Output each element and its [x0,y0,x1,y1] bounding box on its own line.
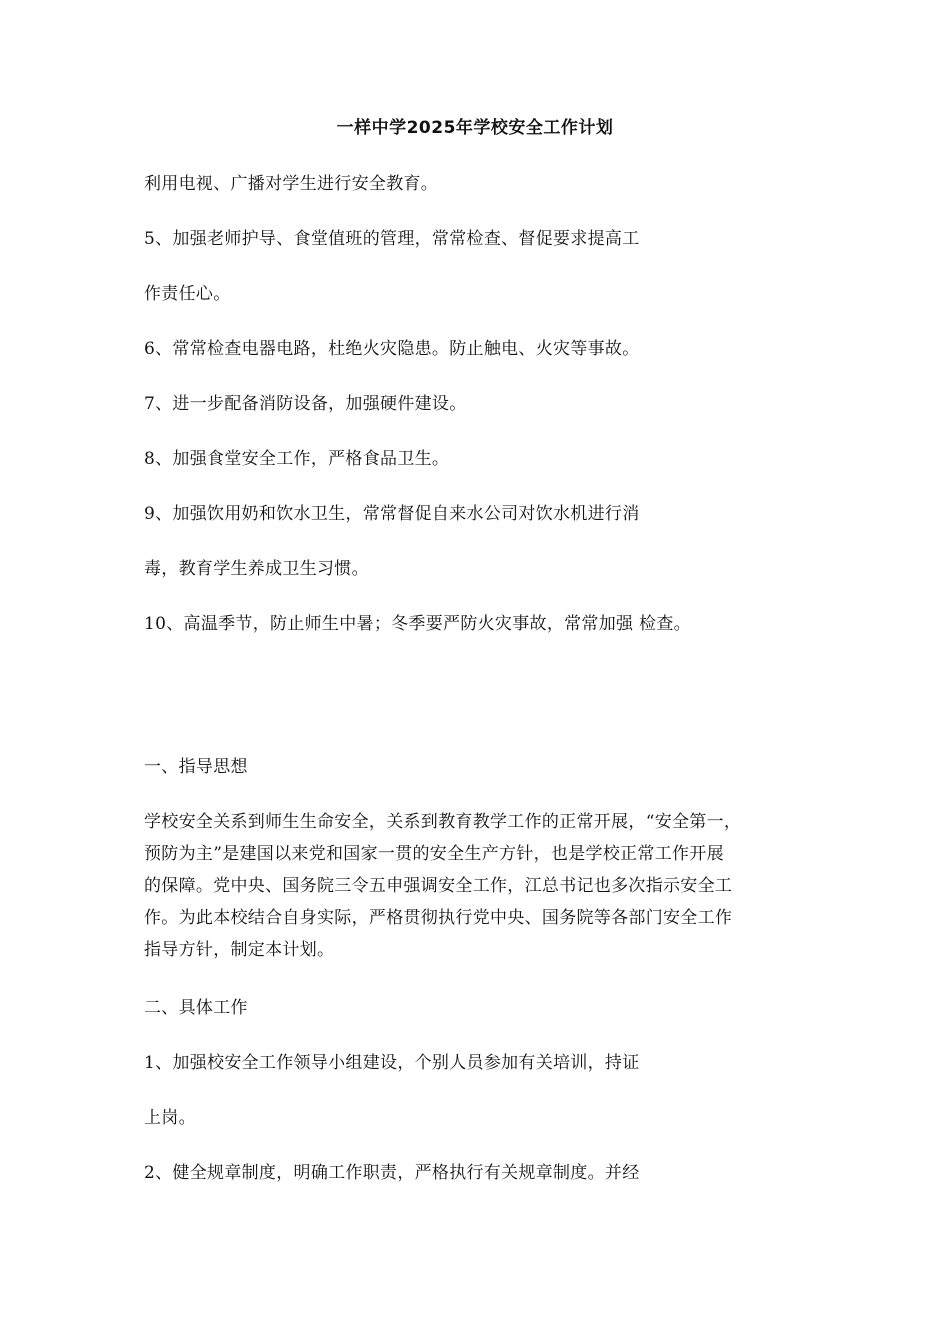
text-line: 8、加强食堂安全工作，严格食品卫生。 [144,449,450,469]
text-line: 5、加强老师护导、食堂值班的管理，常常检查、督促要求提高工 [144,229,640,249]
section-paragraph-guiding-ideology [144,806,804,966]
text-line: 1、加强校安全工作领导小组建设，个别人员参加有关培训，持证 [144,1053,640,1073]
paragraph-line: 学校安全关系到师生生命安全，关系到教育教学工作的正常开展，“安全第一， [144,812,742,832]
text-line: 利用电视、广播对学生进行安全教育。 [144,174,439,194]
document-title: 一样中学2025年学校安全工作计划 [336,118,614,138]
paragraph-line: 作。为此本校结合自身实际，严格贯彻执行党中央、国务院等各部门安全工作 [144,908,733,928]
paragraph-line: 指导方针，制定本计划。 [144,940,335,960]
paragraph-line: 的保障。党中央、国务院三令五申强调安全工作，江总书记也多次指示安全工 [144,876,733,896]
text-line: 毒，教育学生养成卫生习惯。 [144,559,369,579]
text-line: 9、加强饮用奶和饮水卫生，常常督促自来水公司对饮水机进行消 [144,504,640,524]
text-line: 6、常常检查电器电路，杜绝火灾隐患。防止触电、火灾等事故。 [144,339,640,359]
section-heading-specific-work: 二、具体工作 [144,998,248,1018]
text-line: 上岗。 [144,1108,196,1128]
paragraph-line: 预防为主”是建国以来党和国家一贯的安全生产方针，也是学校正常工作开展 [144,844,724,864]
text-line: 作责任心。 [144,284,231,304]
text-line: 10、高温季节，防止师生中暑；冬季要严防火灾事故，常常加强 检查。 [144,614,691,634]
section-heading-guiding-ideology: 一、指导思想 [144,757,248,777]
text-line: 2、健全规章制度，明确工作职责，严格执行有关规章制度。并经 [144,1163,640,1183]
text-line: 7、进一步配备消防设备，加强硬件建设。 [144,394,467,414]
